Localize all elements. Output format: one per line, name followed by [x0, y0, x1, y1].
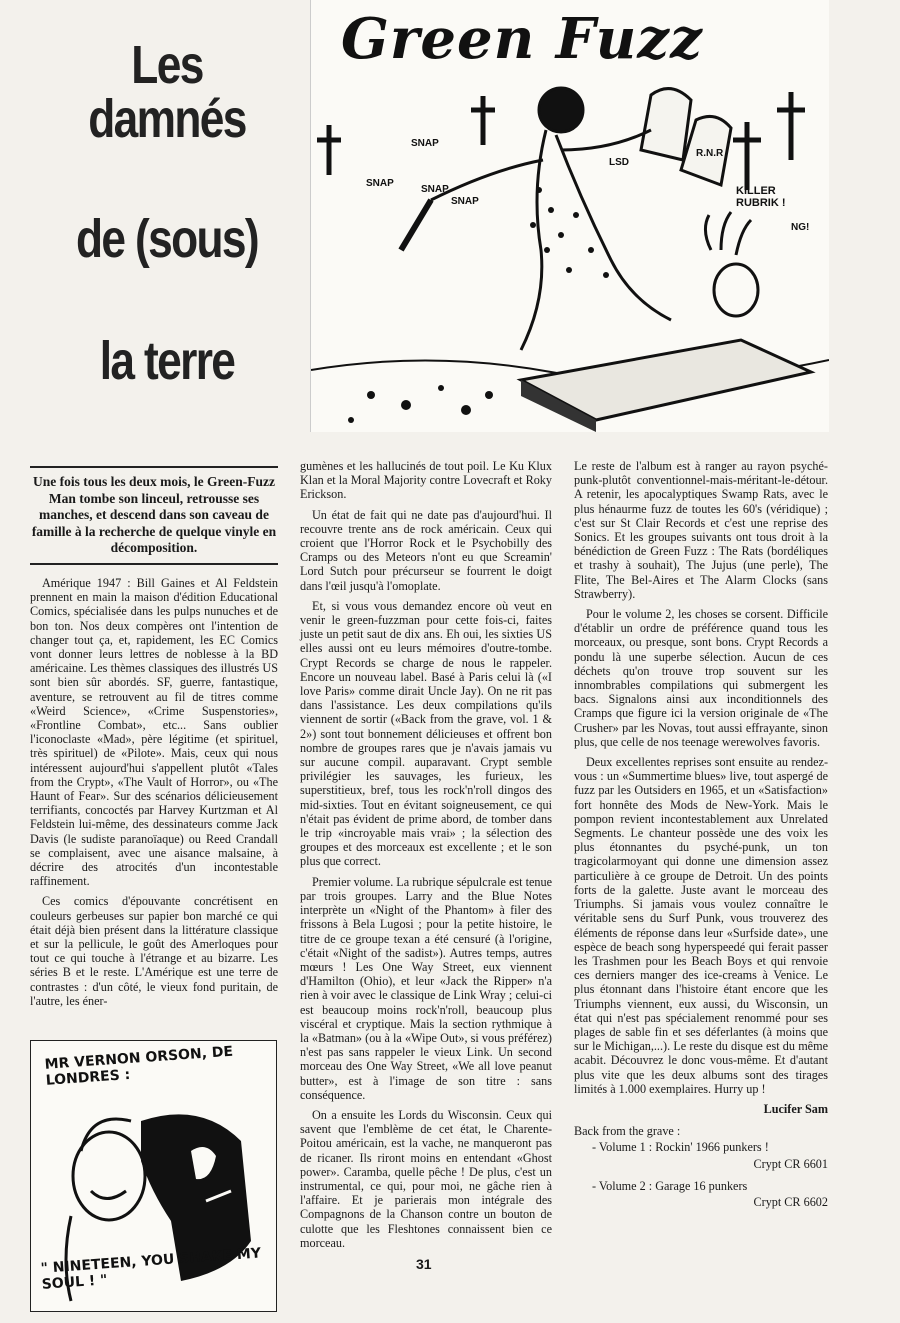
snap-tag-2: SNAP [366, 178, 394, 189]
reference-volume-1-catalog: Crypt CR 6601 [753, 1156, 828, 1171]
column-3 [574, 459, 828, 1217]
signature-tag: NG! [791, 222, 810, 233]
headline-line-3: la terre [99, 331, 235, 391]
snap-tag-1: SNAP [411, 138, 439, 149]
reference-volume-2: - Volume 2 : Garage 16 punkers [592, 1178, 748, 1193]
paragraph: Ces comics d'épouvante concrétisent en couleurs gerbeuses sur papier bon marché ce qui était déjà bien présent dans la littérature classique et sur la pellicule, le goût des Amerloques pour tout ce qui touche à l'étrange et au bizarre. Les séries B et le reste. L'Amérique est une terre de contrastes : d'un côté, le vieux fond puritain, de l'autre, les éner- [30, 894, 278, 1008]
paragraph: Deux excellentes reprises sont ensuite au rendez-vous : un «Summertime blues» live, tout aspergé de fuzz par les Outsiders en 1965, et un «Satisfaction» fort honnête des Mods de New-York. Mais le pompon revient incontestablement aux Unrelated Segments. Le chanteur possède une des voix les plus étonnantes du psyché-punk, un ton tragicolarmoyant qui donne une dimension assez particulière à ce groupe de Detroit. Un des points forts de la galette. Juste avant le morceau des Triumphs. Si jamais vous voulez connaître le véritable sens du Surf Punk, vous trouverez des éléments de réponse dans leur «Surfside date», une espèce de beach song hyperspeedé qui ferait passer les Trashmen pour les Beach Boys et qui renvoie ces derniers manger des ice-creams à Venice. Le plus étonnant dans l'histoire étant encore que les Triumphs viennent, eux aussi, du Wisconsin, un état qui n'est pas spécialement renommé pour ses plages de sable fin et ses déferlantes (à moins que sur le Michigan,...). Le reste du disque est du même acabit. Découvrez le donc vous-même. Et d'autant plus vite que les deux albums sont des tirages limités à 1.000 exemplaires. Hurry up ! [574, 755, 828, 1096]
paragraph: On a ensuite les Lords du Wisconsin. Ceux qui savent que l'emblème de cet état, le Charente-Poitou américain, est la vache, ne manqueront pas de ricaner. Ils riront moins en entendant «Ghost power». Caramba, quelle pêche ! De plus, c'est un instrumental, ce qui, pour moi, ne gâche rien à l'affaire. Et je parierais mon intégrale des Compagnons de la Chanson contre un bouton de culotte que les Fleshtones connaissent bien ce morceau. [300, 1107, 552, 1250]
column-1 [30, 576, 278, 1014]
headline-line-2: de (sous) [75, 209, 259, 269]
page-number: 31 [416, 1256, 432, 1272]
paragraph: Premier volume. La rubrique sépulcrale est tenue par trois groupes. Larry and the Blue Notes interprète un «Night of the Phantom» à filer des frissons à Bela Lugosi ; pour la petite histoire, le titre de ce groupe texan a été censuré (à l'origine, c'était «Night of the sadist»). Autres temps, autres mœurs ! Les One Way Street, eux viennent d'Hamilton (Ohio), et leur «Jack the Ripper» n'a rien à voir avec le classique de Link Wray ; celui-ci est beaucoup moins rock'n'roll, beaucoup plus viscéral et cryptique. Mais la section rythmique à la «Batman» (ou à la «Wipe Out», si vous préférez) n'est pas sans rappeler le vieux Link. Un second morceau des One Way Street, «We all love peanut butter», est à l'image de son titre : sans conséquence. [300, 874, 552, 1102]
paragraph: Le reste de l'album est à ranger au rayon psyché-punk-plutôt conventionnel-mais-méritant-le-détour. A retenir, les apocalyptiques Swamp Rats, avec le plus hénaurme fuzz de toutes les 60's (véridique) ; c'est sur St Clair Records et c'est une reprise des Sonics. Et les groupes suivants ont tous droit à la bénédiction de Green Fuzz : The Rats (bordéliques et trashy à souhait), The Jujus (une perle), The Flite, The Bel-Aires et The Alarm Clocks (sans Strawberry). [574, 459, 828, 601]
green-fuzz-illustration [310, 0, 829, 432]
green-fuzz-logo: Green Fuzz [341, 6, 703, 72]
paragraph: Amérique 1947 : Bill Gaines et Al Feldstein prennent en main la maison d'édition Educational Comics, spécialisée dans les pulps nunuches et de bon ton. Nos deux compères ont l'intention de changer tout ça, et, rapidement, les EC Comics vont donner leurs lettres de noblesse à la BD américaine. Les thèmes classiques des illustrés US sont bien sûr abordés. SF, guerre, fantastique, aventure, se retrouvent au fil de titres comme «Weird Science», «Crime Suspenstories», «Frontline Combat», etc... Sans oublier l'iconoclaste «Mad», père légitime (et spirituel, très spirituel) de «Pilote». Mais, ceux qui nous intéressent aujourd'hui s'appellent plutôt «Tales from the Crypt», «The Vault of Horror», ou «The Haunt of Fear». Sur des scénarios délicieusement terrifiants, concoctés par Harvey Kurtzman et Al Feldstein lui-même, des dessinateurs comme Jack Davis (le sudiste paranoïaque) ou Reed Crandall se complaisent, avec une aisance malsaine, à décrire des atrocités d'un incontestable raffinement. [30, 576, 278, 889]
reference-volume-1: - Volume 1 : Rockin' 1966 punkers ! [592, 1140, 769, 1155]
headline [22, 35, 312, 391]
cartoon-caption-bottom: " NINETEEN, YOU SHAKE MY SOUL ! " [40, 1245, 262, 1293]
headline-line-1: Les damnés [88, 35, 246, 149]
author-signature: Lucifer Sam [763, 1101, 828, 1116]
reference-volume-2-catalog: Crypt CR 6602 [753, 1194, 828, 1209]
intro-lead: Une fois tous les deux mois, le Green-Fuzz Man tombe son linceul, retrousse ses manches, et descend dans son caveau de famille à la recherche de quelque vinyle en décomposition. [30, 466, 278, 565]
snap-tag-4: SNAP [451, 196, 479, 207]
paragraph: Un état de fait qui ne date pas d'aujourd'hui. Il recouvre trente ans de rock américain. Ceux qui croient que l'Horror Rock et le Psychobilly des Cramps ou des Meteors n'ont eu que Screamin' Lord Sutch pour précurseur se fourrent le doigt dans l'œil jusqu'à l'omoplate. [300, 507, 552, 593]
killer-rubrik-tag: KILLER RUBRIK ! [736, 185, 786, 209]
rnr-tag: R.N.R [696, 148, 724, 159]
paragraph: gumènes et les hallucinés de tout poil. Le Ku Klux Klan et la Moral Majority contre Lovecraft et Roky Erickson. [300, 459, 552, 502]
paragraph: Et, si vous vous demandez encore où veut en venir le green-fuzzman pour cette fois-ci, faites juste un petit saut de dix ans. Eh oui, les sixties US elles aussi ont eu leurs mémoires d'outre-tombe. Crypt Records se charge de nous le rappeler. Encore un nouveau label. Basé à Paris celui là («I love Paris» comme dirait Uncle Jay). On ne rit pas dans l'assistance. Les deux compilations qu'ils viennent de sortir («Back from the grave, vol. 1 & 2») sont tout bonnement délicieuses et offrent bon nombre de groupes rares que je n'avais jamais vu sur aucune compil. auparavant. Crypt semble privilégier les sauvages, les furieux, les superstitieux, bref, tous les rock'n'roll dingos des mid-sixties. Tout en évitant soigneusement, ce qui n'était pas évident de prime abord, de tomber dans le trip «incroyable mais vrai» ; la sélection des groupes et des morceaux est excellente ; et le son plus que correct. [300, 598, 552, 869]
paragraph: Pour le volume 2, les choses se corsent. Difficile d'établir un ordre de préférence quand tous les morceaux, ou presque, sont bons. Crypt Records a pondu là une superbe sélection. Aucun de ces déchets qu'on trouve trop souvent sur les innombrables compilations qui submergent les bacs. Signalons ainsi aux inconditionnels des Cramps que figure ici la version originale de «The Crusher» par les Novas, tout aussi effrayante, sinon plus, que celle de nos teenage werewolves favoris. [574, 607, 828, 749]
snap-tag-3: SNAP [421, 184, 449, 195]
cartoon-caption-top: MR VERNON ORSON, DE LONDRES : [44, 1043, 234, 1089]
lsd-tag: LSD [609, 157, 629, 168]
cartoon-panel [30, 1040, 277, 1312]
column-2 [300, 459, 552, 1256]
references-heading: Back from the grave : [574, 1124, 681, 1139]
